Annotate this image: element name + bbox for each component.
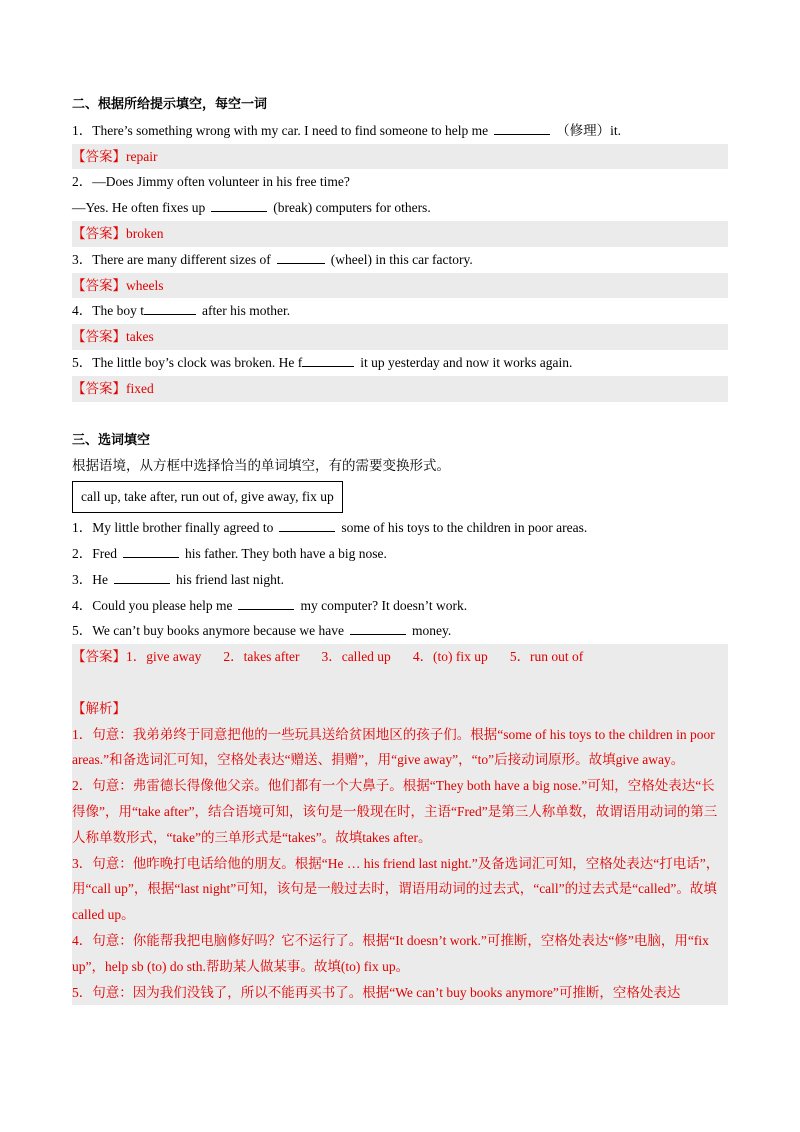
q-num: 4． — [72, 303, 93, 319]
section2-title: 二、根据所给提示填空，每空一词 — [72, 97, 268, 112]
s3-question-5 — [72, 618, 728, 644]
document-page — [72, 92, 728, 1005]
q-text: He — [92, 571, 108, 587]
answer-value: takes — [126, 329, 154, 345]
s2-answer-4 — [72, 324, 728, 350]
answer-value: fixed — [126, 380, 154, 396]
answer-label: 【答案】 — [72, 329, 126, 345]
q-text: We can’t buy books anymore because we have — [92, 623, 344, 639]
analysis-item-3: 3．句意：他昨晚打电话给他的朋友。根据“He … his friend last night.”及备选词汇可知，空格处表达“打电话”，用“call up”，根据“last night”可知，该句是一般过去时，谓语用动词的过去式，“call”的过去式是“called”。故填called up。 — [72, 855, 720, 923]
q-text: My little brother finally agreed to — [92, 520, 274, 536]
s2-question-2-line2 — [72, 195, 728, 221]
analysis-item-4: 4．句意：你能帮我把电脑修好吗？它不运行了。根据“It doesn’t work.”可推断，空格处表达“修”电脑，用“fix up”，help sb (to) do sth.帮助某人做某事。故填(to) fix up。 — [72, 932, 709, 974]
word-box: call up, take after, run out of, give away, fix up — [72, 481, 343, 513]
q-text: —Does Jimmy often volunteer in his free time? — [92, 174, 350, 190]
q-num: 1． — [72, 520, 93, 536]
q-text: The boy t — [92, 303, 144, 319]
answer-blank — [238, 595, 294, 610]
answer-item: 1．give away — [126, 649, 202, 665]
answer-blank — [114, 569, 170, 584]
answer-blank — [350, 620, 406, 635]
analysis-item-2: 2．句意：弗雷德长得像他父亲。他们都有一个大鼻子。根据“They both have a big nose.”可知，空格处表达“长得像”，用“take after”，结合语境可知，该句是一般现在时，主语“Fred”是第三人称单数，故谓语用动词的第三人称单数形式，“take”的三单形式是“takes”。故填takes after。 — [72, 778, 718, 845]
s2-answer-3 — [72, 273, 728, 299]
blank-line — [72, 670, 728, 696]
q-text-after: it up yesterday and now it works again. — [360, 354, 573, 370]
q-text-after: his friend last night. — [176, 571, 284, 587]
q-num: 5． — [72, 623, 93, 639]
q-text: Fred — [92, 545, 117, 561]
answer-blank — [494, 120, 550, 135]
q-text-after: my computer? It doesn’t work. — [300, 597, 468, 613]
answer-blank — [277, 249, 325, 264]
s2-answer-2 — [72, 221, 728, 247]
q-text-after: (wheel) in this car factory. — [330, 251, 473, 267]
q-num: 4． — [72, 597, 93, 613]
answer-blank — [123, 543, 179, 558]
q-num: 3． — [72, 571, 93, 587]
answer-label: 【答案】 — [72, 277, 126, 293]
word-box-row — [72, 479, 728, 515]
answer-blank — [144, 300, 196, 315]
q-num: 2． — [72, 545, 93, 561]
s3-question-4 — [72, 593, 728, 619]
answer-value: broken — [126, 225, 164, 241]
answer-blank — [302, 352, 354, 367]
s2-question-4 — [72, 298, 728, 324]
s2-question-3 — [72, 247, 728, 273]
q-num: 2． — [72, 174, 93, 190]
s3-question-1 — [72, 515, 728, 541]
answer-item: 4．(to) fix up — [412, 649, 488, 665]
q-num: 3． — [72, 251, 93, 267]
answer-label: 【答案】 — [72, 380, 126, 396]
q-num: 1． — [72, 122, 93, 138]
answer-label: 【答案】 — [72, 148, 126, 164]
q-text-after: （修理）it. — [556, 122, 622, 138]
s2-question-5 — [72, 350, 728, 376]
answer-label: 【答案】 — [72, 225, 126, 241]
q-text-after: after his mother. — [202, 303, 291, 319]
q-text: There’s something wrong with my car. I need to find someone to help me — [92, 122, 489, 138]
section3-title: 三、选词填空 — [72, 432, 151, 448]
q-text-after: (break) computers for others. — [273, 200, 431, 216]
analysis-label: 【解析】 — [72, 700, 126, 716]
s2-question-1 — [72, 118, 728, 144]
s2-answer-5 — [72, 376, 728, 402]
q-text: —Yes. He often fixes up — [72, 200, 206, 216]
q-text-after: some of his toys to the children in poor areas. — [341, 520, 588, 536]
q-text: Could you please help me — [92, 597, 233, 613]
answer-value: wheels — [126, 277, 164, 293]
section3-instruction: 根据语境，从方框中选择恰当的单词填空，有的需要变换形式。 — [72, 458, 450, 474]
section-gap — [72, 402, 728, 428]
answer-item: 3．called up — [321, 649, 391, 665]
q-num: 5． — [72, 354, 93, 370]
answer-value: repair — [126, 148, 158, 164]
q-text-after: his father. They both have a big nose. — [185, 545, 387, 561]
answer-item: 5．run out of — [509, 649, 584, 665]
answer-label: 【答案】 — [72, 649, 126, 665]
analysis-item-5: 5．句意：因为我们没钱了，所以不能再买书了。根据“We can’t buy books anymore”可推断，空格处表达 — [72, 984, 681, 1000]
s3-question-3 — [72, 567, 728, 593]
analysis-item-1: 1．句意：我弟弟终于同意把他的一些玩具送给贫困地区的孩子们。根据“some of his toys to the children in poor areas.”和备选词汇可知，空格处表达“赠送、捐赠”，用“give away”，“to”后接动词原形。故填give away。 — [72, 726, 715, 768]
q-text: There are many different sizes of — [92, 251, 271, 267]
s3-answer-analysis — [72, 644, 728, 1005]
s3-question-2 — [72, 541, 728, 567]
s2-question-2-line1 — [72, 169, 728, 195]
answer-item: 2．takes after — [223, 649, 300, 665]
q-text-after: money. — [411, 623, 452, 639]
q-text: The little boy’s clock was broken. He f — [92, 354, 303, 370]
answer-blank — [211, 197, 267, 212]
answer-blank — [279, 517, 335, 532]
s3-answer-line — [72, 644, 728, 670]
s2-answer-1 — [72, 144, 728, 170]
